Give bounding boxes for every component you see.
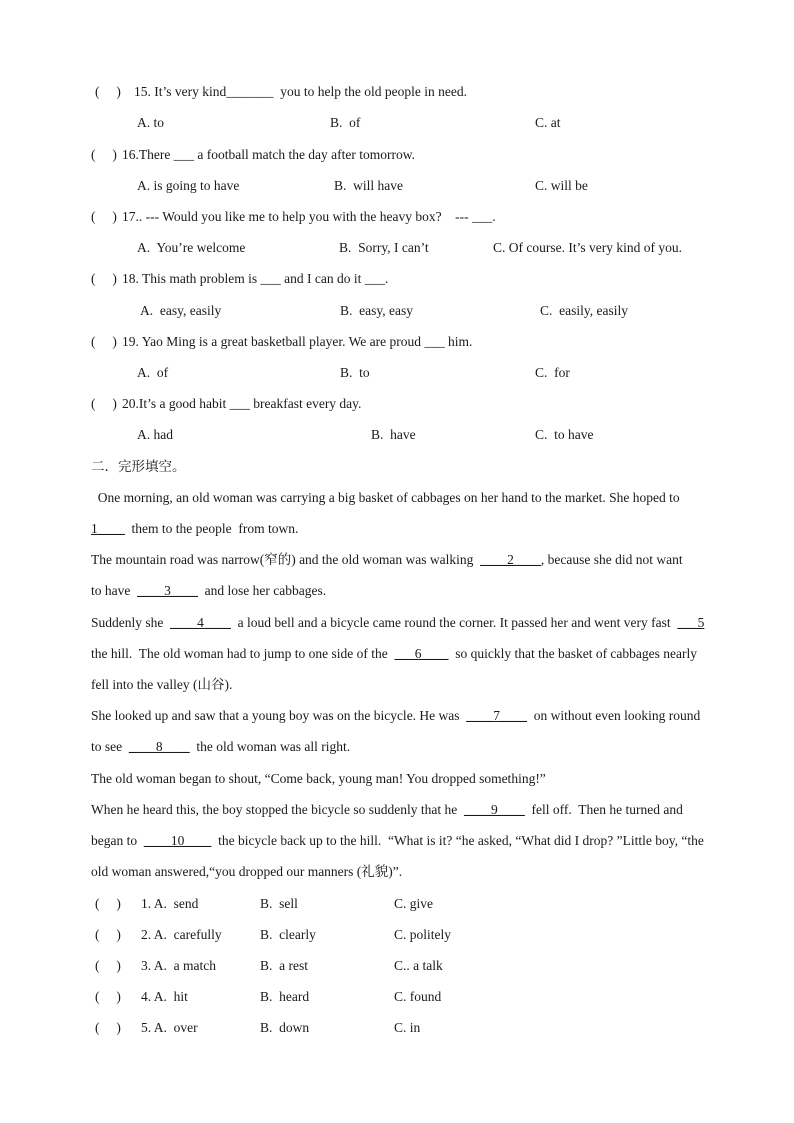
passage-line: old woman answered,“you dropped our manners (礼貌)”. [91,864,403,879]
blank-8: ____8____ [128,739,190,754]
option-b: B. heard [260,989,310,1004]
passage-line: Suddenly she ____4____ a loud bell and a bicycle came round the corner. It passed her and went very fast ___5 [91,615,705,630]
passage-line: The mountain road was narrow(窄的) and the old woman was walking ____2____, because she did not want [91,552,683,567]
option-c: C. found [394,989,442,1004]
option-c: C. for [535,365,570,380]
answer-paren[interactable]: ( ) [95,927,121,942]
blank-4: ____4____ [170,615,231,630]
option-a: A. of [137,365,169,380]
option-b: B. of [330,115,361,130]
answer-paren[interactable]: ( ) [91,147,117,162]
blank-9: ____9____ [464,802,525,817]
answer-paren[interactable]: ( ) [91,396,117,411]
question-stem: 15. It’s very kind_______ you to help the old people in need. [134,84,467,99]
option-a: A. You’re welcome [137,240,246,255]
passage-line: to have ____3____ and lose her cabbages. [91,583,327,598]
option-b: B. easy, easy [340,303,413,318]
question-stem: 19. Yao Ming is a great basketball player. We are proud ___ him. [122,334,473,349]
option-c: C. to have [535,427,594,442]
passage-line: The old woman began to shout, “Come back, young man! You dropped something!” [91,771,546,786]
option-c: C. give [394,896,433,911]
option-c: C. easily, easily [540,303,628,318]
option-a: 2. A. carefully [141,927,222,942]
option-b: B. will have [334,178,403,193]
option-a: A. easy, easily [140,303,222,318]
option-b: B. Sorry, I can’t [339,240,429,255]
blank-6: ___6____ [394,646,449,661]
answer-paren[interactable]: ( ) [91,209,117,224]
answer-paren[interactable]: ( ) [95,989,121,1004]
question-stem: 18. This math problem is ___ and I can do it ___. [122,271,389,286]
option-b: B. sell [260,896,298,911]
question-stem: 20.It’s a good habit ___ breakfast every day. [122,396,362,411]
option-a: 3. A. a match [141,958,216,973]
answer-paren[interactable]: ( ) [95,958,121,973]
option-c: C.. a talk [394,958,443,973]
blank-2: ____2____ [480,552,541,567]
option-b: B. down [260,1020,310,1035]
passage-line: the hill. The old woman had to jump to one side of the ___6____ so quickly that the basket of cabbages nearly [91,646,698,661]
option-a: A. had [137,427,173,442]
option-c: C. will be [535,178,588,193]
blank-10: ____10____ [143,833,212,848]
question-stem: 17.. --- Would you like me to help you with the heavy box? --- ___. [122,209,496,224]
passage-line: 1____ them to the people from town. [91,521,299,536]
option-a: 1. A. send [141,896,199,911]
option-a: A. is going to have [137,178,240,193]
passage-line: began to ____10____ the bicycle back up to the hill. “What is it? “he asked, “What did I drop? ”Little boy, “the [91,833,704,848]
passage-line: She looked up and saw that a young boy was on the bicycle. He was ____7____ on without even looking round [91,708,701,723]
question-stem: 16.There ___ a football match the day after tomorrow. [122,147,416,162]
option-a: 5. A. over [141,1020,198,1035]
option-a: 4. A. hit [141,989,188,1004]
blank-3: ____3____ [137,583,198,598]
blank-5: ___5 [677,615,705,630]
answer-paren[interactable]: ( ) [95,84,121,99]
section-heading: 二．完形填空。 [91,459,186,474]
option-c: C. at [535,115,561,130]
option-c: C. Of course. It’s very kind of you. [493,240,682,255]
option-b: B. to [340,365,370,380]
answer-paren[interactable]: ( ) [91,334,117,349]
blank-1: 1____ [91,521,125,536]
passage-line: When he heard this, the boy stopped the bicycle so suddenly that he ____9____ fell off. Then he turned and [91,802,683,817]
option-c: C. politely [394,927,451,942]
answer-paren[interactable]: ( ) [95,896,121,911]
option-c: C. in [394,1020,421,1035]
option-a: A. to [137,115,164,130]
option-b: B. a rest [260,958,308,973]
option-b: B. have [371,427,416,442]
answer-paren[interactable]: ( ) [95,1020,121,1035]
passage-line: One morning, an old woman was carrying a big basket of cabbages on her hand to the market. She hoped to [91,490,680,505]
option-b: B. clearly [260,927,316,942]
answer-paren[interactable]: ( ) [91,271,117,286]
blank-7: ____7____ [466,708,528,723]
passage-line: fell into the valley (山谷). [91,677,233,692]
passage-line: to see ____8____ the old woman was all right. [91,739,351,754]
